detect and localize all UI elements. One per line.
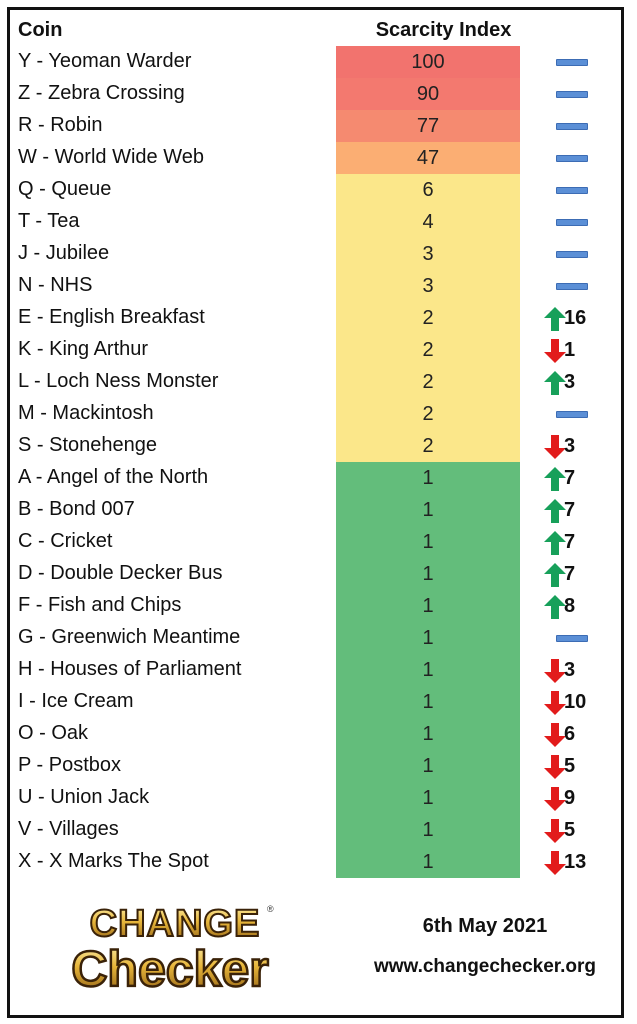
up-arrow-icon — [544, 499, 566, 523]
report-date: 6th May 2021 — [422, 915, 548, 937]
coin-name: T - Tea — [18, 210, 80, 232]
no-change-dash-icon — [556, 187, 588, 194]
coin-name: J - Jubilee — [18, 242, 110, 264]
coin-name: G - Greenwich Meantime — [18, 626, 241, 648]
coin-name: U - Union Jack — [18, 786, 150, 808]
svg-text:CHANGE: CHANGE — [89, 903, 261, 945]
up-arrow-icon — [544, 371, 566, 395]
scarcity-score: 77 — [336, 110, 520, 142]
up-arrow-icon — [544, 531, 566, 555]
position-change: 1 — [564, 339, 576, 361]
trend-indicator — [536, 78, 616, 110]
coin-name: Z - Zebra Crossing — [18, 82, 185, 104]
table-row — [16, 46, 616, 78]
trend-indicator — [536, 686, 616, 718]
table-row — [16, 110, 616, 142]
no-change-dash-icon — [556, 123, 588, 130]
trend-indicator — [536, 846, 616, 878]
trend-indicator — [536, 398, 616, 430]
table-row — [16, 238, 616, 270]
coin-name: S - Stonehenge — [18, 434, 157, 456]
scarcity-score: 1 — [336, 782, 520, 814]
position-change: 13 — [564, 851, 587, 873]
table-row — [16, 78, 616, 110]
table-row — [16, 398, 616, 430]
table-row — [16, 526, 616, 558]
table-row — [16, 462, 616, 494]
no-change-dash-icon — [556, 91, 588, 98]
table-row — [16, 622, 616, 654]
no-change-dash-icon — [556, 155, 588, 162]
no-change-dash-icon — [556, 635, 588, 642]
coin-name: D - Double Decker Bus — [18, 562, 223, 584]
scarcity-score: 6 — [336, 174, 520, 206]
no-change-dash-icon — [556, 251, 588, 258]
scarcity-score: 1 — [336, 814, 520, 846]
coin-name: Y - Yeoman Warder — [18, 50, 192, 72]
trend-indicator — [536, 334, 616, 366]
table-row — [16, 206, 616, 238]
table-row — [16, 686, 616, 718]
trend-indicator — [536, 302, 616, 334]
scarcity-score: 47 — [336, 142, 520, 174]
svg-text:®: ® — [267, 904, 274, 914]
scarcity-score: 1 — [336, 462, 520, 494]
scarcity-score: 100 — [336, 46, 520, 78]
table-row — [16, 366, 616, 398]
position-change: 3 — [564, 659, 576, 681]
position-change: 5 — [564, 819, 576, 841]
coin-name: N - NHS — [18, 274, 93, 296]
down-arrow-icon — [544, 755, 566, 779]
coin-name: K - King Arthur — [18, 338, 149, 360]
up-arrow-icon — [544, 563, 566, 587]
position-change: 9 — [564, 787, 576, 809]
trend-indicator — [536, 270, 616, 302]
table-row — [16, 430, 616, 462]
trend-indicator — [536, 622, 616, 654]
scarcity-score: 1 — [336, 846, 520, 878]
trend-indicator — [536, 718, 616, 750]
position-change: 7 — [564, 563, 576, 585]
scarcity-score: 1 — [336, 750, 520, 782]
down-arrow-icon — [544, 787, 566, 811]
position-change: 7 — [564, 467, 576, 489]
coin-name: V - Villages — [18, 818, 119, 840]
trend-indicator — [536, 590, 616, 622]
scarcity-score: 1 — [336, 654, 520, 686]
scarcity-score: 2 — [336, 430, 520, 462]
trend-indicator — [536, 750, 616, 782]
coin-name: I - Ice Cream — [18, 690, 134, 712]
scarcity-score: 1 — [336, 558, 520, 590]
coin-name: R - Robin — [18, 114, 103, 136]
table-row — [16, 270, 616, 302]
no-change-dash-icon — [556, 411, 588, 418]
coin-name: F - Fish and Chips — [18, 594, 182, 616]
position-change: 8 — [564, 595, 576, 617]
table-row — [16, 750, 616, 782]
position-change: 10 — [564, 691, 587, 713]
scarcity-score: 1 — [336, 590, 520, 622]
scarcity-score: 3 — [336, 270, 520, 302]
trend-indicator — [536, 814, 616, 846]
trend-indicator — [536, 654, 616, 686]
trend-indicator — [536, 782, 616, 814]
table-row — [16, 846, 616, 878]
table-row — [16, 590, 616, 622]
coin-list — [16, 46, 616, 878]
coin-name: E - English Breakfast — [18, 306, 205, 328]
coin-column-header: Coin — [18, 19, 63, 41]
trend-indicator — [536, 110, 616, 142]
coin-name: W - World Wide Web — [18, 146, 204, 168]
trend-indicator — [536, 174, 616, 206]
no-change-dash-icon — [556, 59, 588, 66]
coin-name: B - Bond 007 — [18, 498, 135, 520]
scarcity-score: 1 — [336, 526, 520, 558]
down-arrow-icon — [544, 819, 566, 843]
trend-indicator — [536, 366, 616, 398]
position-change: 7 — [564, 531, 576, 553]
position-change: 3 — [564, 435, 576, 457]
position-change: 5 — [564, 755, 576, 777]
position-change: 6 — [564, 723, 576, 745]
down-arrow-icon — [544, 723, 566, 747]
coin-name: M - Mackintosh — [18, 402, 154, 424]
coin-name: Q - Queue — [18, 178, 112, 200]
coin-name: L - Loch Ness Monster — [18, 370, 219, 392]
scarcity-score: 2 — [336, 398, 520, 430]
scarcity-score: 1 — [336, 718, 520, 750]
down-arrow-icon — [544, 435, 566, 459]
coin-name: C - Cricket — [18, 530, 113, 552]
table-row — [16, 814, 616, 846]
coin-name: P - Postbox — [18, 754, 122, 776]
table-row — [16, 558, 616, 590]
coin-name: X - X Marks The Spot — [18, 850, 209, 872]
trend-indicator — [536, 238, 616, 270]
table-row — [16, 334, 616, 366]
table-row — [16, 718, 616, 750]
up-arrow-icon — [544, 467, 566, 491]
table-row — [16, 494, 616, 526]
scarcity-score: 2 — [336, 366, 520, 398]
scarcity-score: 1 — [336, 494, 520, 526]
table-row — [16, 302, 616, 334]
trend-indicator — [536, 430, 616, 462]
scarcity-score: 2 — [336, 302, 520, 334]
coin-name: H - Houses of Parliament — [18, 658, 242, 680]
table-row — [16, 142, 616, 174]
position-change: 16 — [564, 307, 587, 329]
svg-text:Checker: Checker — [71, 941, 269, 997]
trend-indicator — [536, 462, 616, 494]
coin-name: O - Oak — [18, 722, 89, 744]
scarcity-score: 4 — [336, 206, 520, 238]
position-change: 3 — [564, 371, 576, 393]
down-arrow-icon — [544, 339, 566, 363]
down-arrow-icon — [544, 691, 566, 715]
scarcity-score: 2 — [336, 334, 520, 366]
down-arrow-icon — [544, 851, 566, 875]
no-change-dash-icon — [556, 283, 588, 290]
scarcity-score: 90 — [336, 78, 520, 110]
no-change-dash-icon — [556, 219, 588, 226]
table-row — [16, 174, 616, 206]
trend-indicator — [536, 46, 616, 78]
table-row — [16, 782, 616, 814]
up-arrow-icon — [544, 595, 566, 619]
change-checker-logo — [45, 898, 300, 998]
website-url: www.changechecker.org — [373, 956, 597, 977]
trend-indicator — [536, 206, 616, 238]
scarcity-score: 3 — [336, 238, 520, 270]
trend-indicator — [536, 142, 616, 174]
trend-indicator — [536, 526, 616, 558]
scarcity-column-header: Scarcity Index — [375, 19, 512, 41]
table-row — [16, 654, 616, 686]
scarcity-score: 1 — [336, 686, 520, 718]
trend-indicator — [536, 494, 616, 526]
coin-name: A - Angel of the North — [18, 466, 209, 488]
trend-indicator — [536, 558, 616, 590]
position-change: 7 — [564, 499, 576, 521]
table-header — [16, 16, 616, 46]
up-arrow-icon — [544, 307, 566, 331]
scarcity-score: 1 — [336, 622, 520, 654]
down-arrow-icon — [544, 659, 566, 683]
